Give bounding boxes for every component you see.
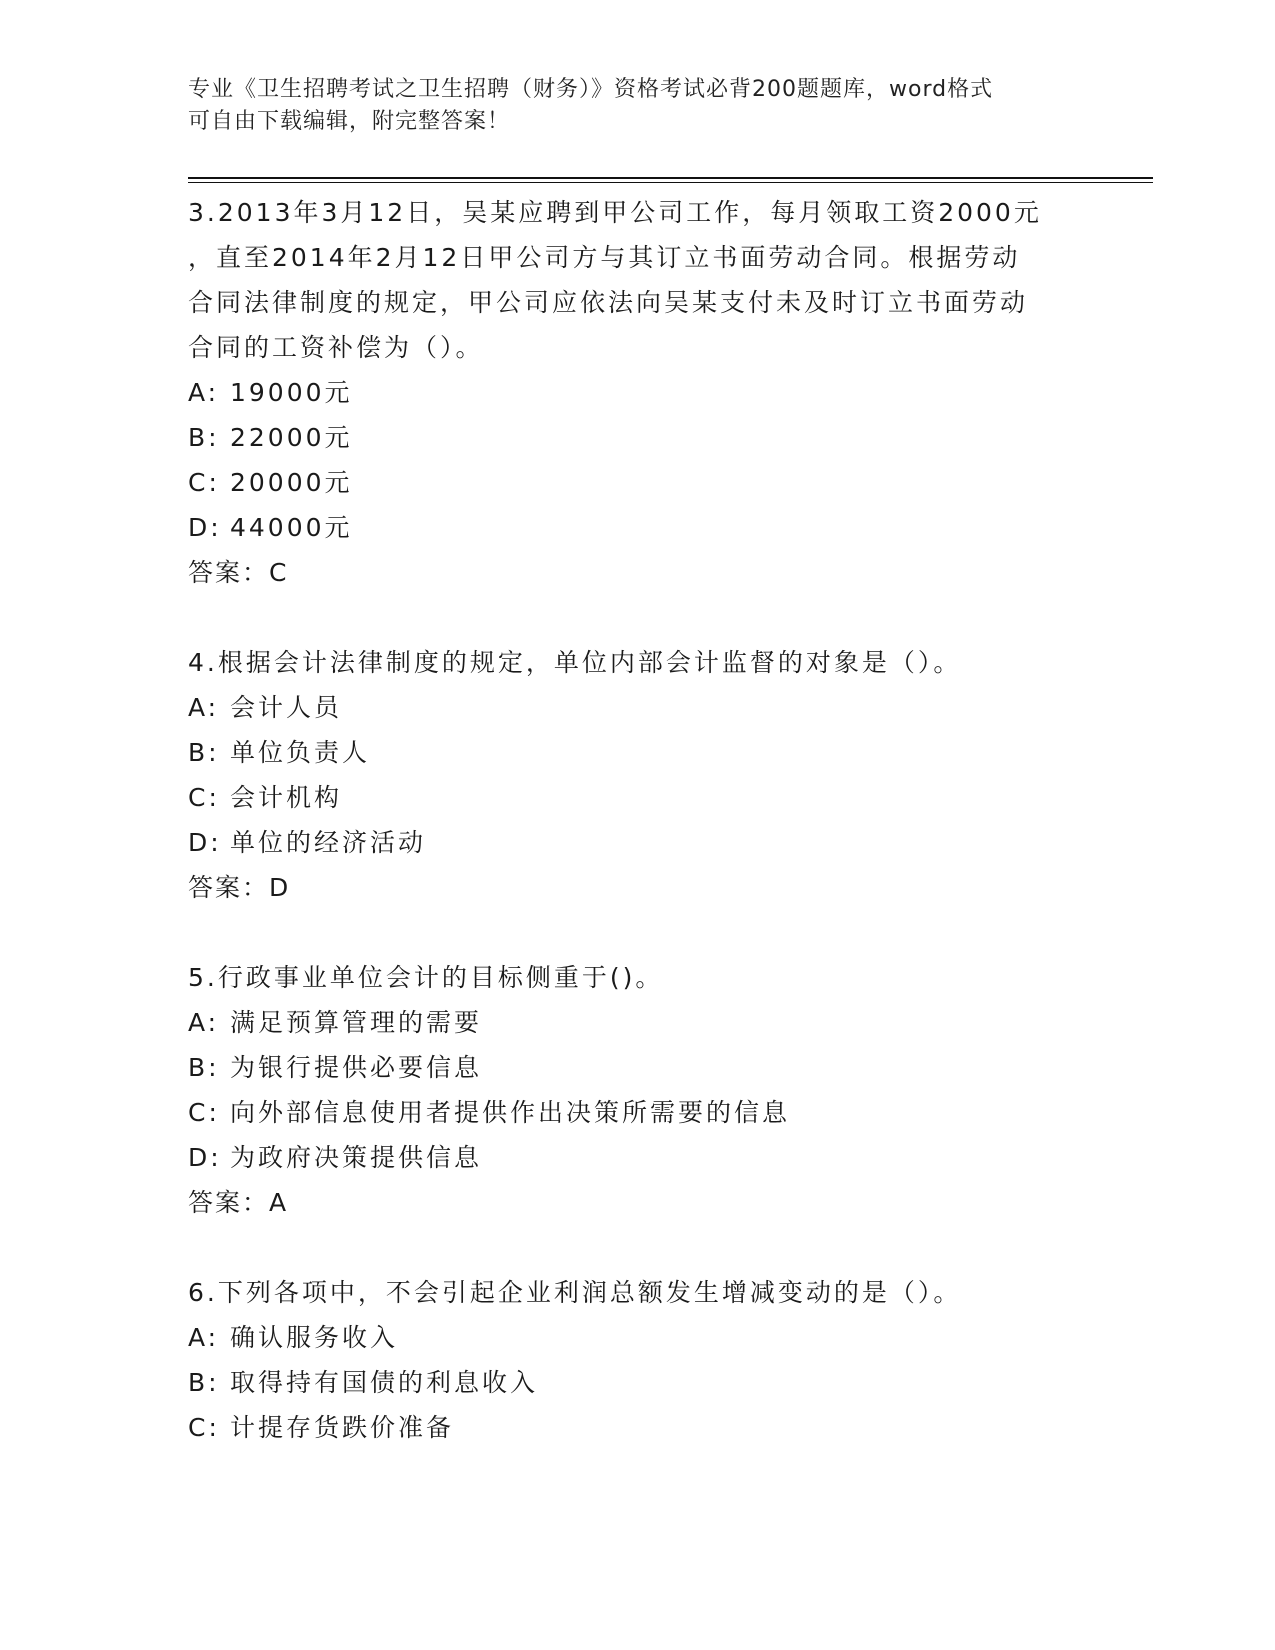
question-spacer bbox=[188, 1225, 1088, 1270]
answer-option bbox=[188, 370, 1088, 415]
question-stem bbox=[188, 190, 1088, 370]
option-text: 会计人员 bbox=[230, 693, 343, 722]
answer-key: 答案：D bbox=[188, 873, 291, 902]
question-item bbox=[188, 190, 1088, 640]
answer-option bbox=[188, 1360, 1088, 1405]
question-stem-line: 4.根据会计法律制度的规定，单位内部会计监督的对象是（）。 bbox=[188, 648, 962, 677]
question-stem-line: 6.下列各项中，不会引起企业利润总额发生增减变动的是（）。 bbox=[188, 1278, 962, 1307]
option-letter: B: bbox=[188, 738, 220, 767]
answer-option bbox=[188, 685, 1088, 730]
option-text: 44000元 bbox=[230, 513, 353, 542]
answer-option bbox=[188, 1405, 1088, 1450]
option-letter: A: bbox=[188, 693, 220, 722]
option-text: 满足预算管理的需要 bbox=[230, 1008, 483, 1037]
question-spacer bbox=[188, 595, 1088, 640]
answer-option bbox=[188, 415, 1088, 460]
option-text: 会计机构 bbox=[230, 783, 343, 812]
option-text: 22000元 bbox=[230, 423, 353, 452]
option-letter: C: bbox=[188, 783, 220, 812]
option-text: 20000元 bbox=[230, 468, 353, 497]
option-letter: D: bbox=[188, 513, 222, 542]
answer-option bbox=[188, 505, 1088, 550]
answer-option bbox=[188, 775, 1088, 820]
answer-option bbox=[188, 1090, 1088, 1135]
option-text: 计提存货跌价准备 bbox=[230, 1413, 455, 1442]
option-text: 向外部信息使用者提供作出决策所需要的信息 bbox=[230, 1098, 791, 1127]
header-line-1: 专业《卫生招聘考试之卫生招聘（财务）》资格考试必背200题题库，word格式 bbox=[188, 77, 994, 102]
option-letter: B: bbox=[188, 1053, 220, 1082]
option-text: 单位负责人 bbox=[230, 738, 371, 767]
option-letter: B: bbox=[188, 423, 220, 452]
option-text: 为政府决策提供信息 bbox=[230, 1143, 483, 1172]
answer-option bbox=[188, 1045, 1088, 1090]
question-list bbox=[188, 190, 1088, 1450]
question-stem-line: 5.行政事业单位会计的目标侧重于()。 bbox=[188, 963, 664, 992]
question-stem bbox=[188, 955, 1088, 1000]
question-stem-line: 合同的工资补偿为（）。 bbox=[188, 333, 484, 362]
option-text: 确认服务收入 bbox=[230, 1323, 399, 1352]
option-text: 为银行提供必要信息 bbox=[230, 1053, 483, 1082]
question-stem bbox=[188, 1270, 1088, 1315]
option-letter: C: bbox=[188, 1098, 220, 1127]
question-spacer bbox=[188, 910, 1088, 955]
answer-option bbox=[188, 1315, 1088, 1360]
option-text: 单位的经济活动 bbox=[230, 828, 427, 857]
answer-key: 答案：C bbox=[188, 558, 289, 587]
answer-option bbox=[188, 1000, 1088, 1045]
answer-option bbox=[188, 460, 1088, 505]
header-line-2: 可自由下载编辑，附完整答案！ bbox=[188, 109, 511, 134]
question-item bbox=[188, 955, 1088, 1270]
option-letter: C: bbox=[188, 1413, 220, 1442]
answer-option bbox=[188, 730, 1088, 775]
answer-key: 答案：A bbox=[188, 1188, 289, 1217]
question-stem-line: ，直至2014年2月12日甲公司方与其订立书面劳动合同。根据劳动 bbox=[188, 243, 1021, 272]
option-text: 19000元 bbox=[230, 378, 353, 407]
option-letter: C: bbox=[188, 468, 220, 497]
option-letter: D: bbox=[188, 1143, 222, 1172]
option-text: 取得持有国债的利息收入 bbox=[230, 1368, 539, 1397]
option-letter: A: bbox=[188, 1008, 220, 1037]
header-divider-thin bbox=[188, 182, 1153, 183]
question-item bbox=[188, 640, 1088, 955]
option-letter: A: bbox=[188, 1323, 220, 1352]
question-stem-line: 合同法律制度的规定，甲公司应依法向吴某支付未及时订立书面劳动 bbox=[188, 288, 1029, 317]
question-stem-line: 3.2013年3月12日，吴某应聘到甲公司工作，每月领取工资2000元 bbox=[188, 198, 1042, 227]
header-divider-thick bbox=[188, 177, 1153, 179]
option-letter: B: bbox=[188, 1368, 220, 1397]
answer-option bbox=[188, 1135, 1088, 1180]
option-letter: D: bbox=[188, 828, 222, 857]
document-header bbox=[188, 74, 1068, 138]
question-stem bbox=[188, 640, 1088, 685]
answer-option bbox=[188, 820, 1088, 865]
question-item bbox=[188, 1270, 1088, 1450]
option-letter: A: bbox=[188, 378, 220, 407]
